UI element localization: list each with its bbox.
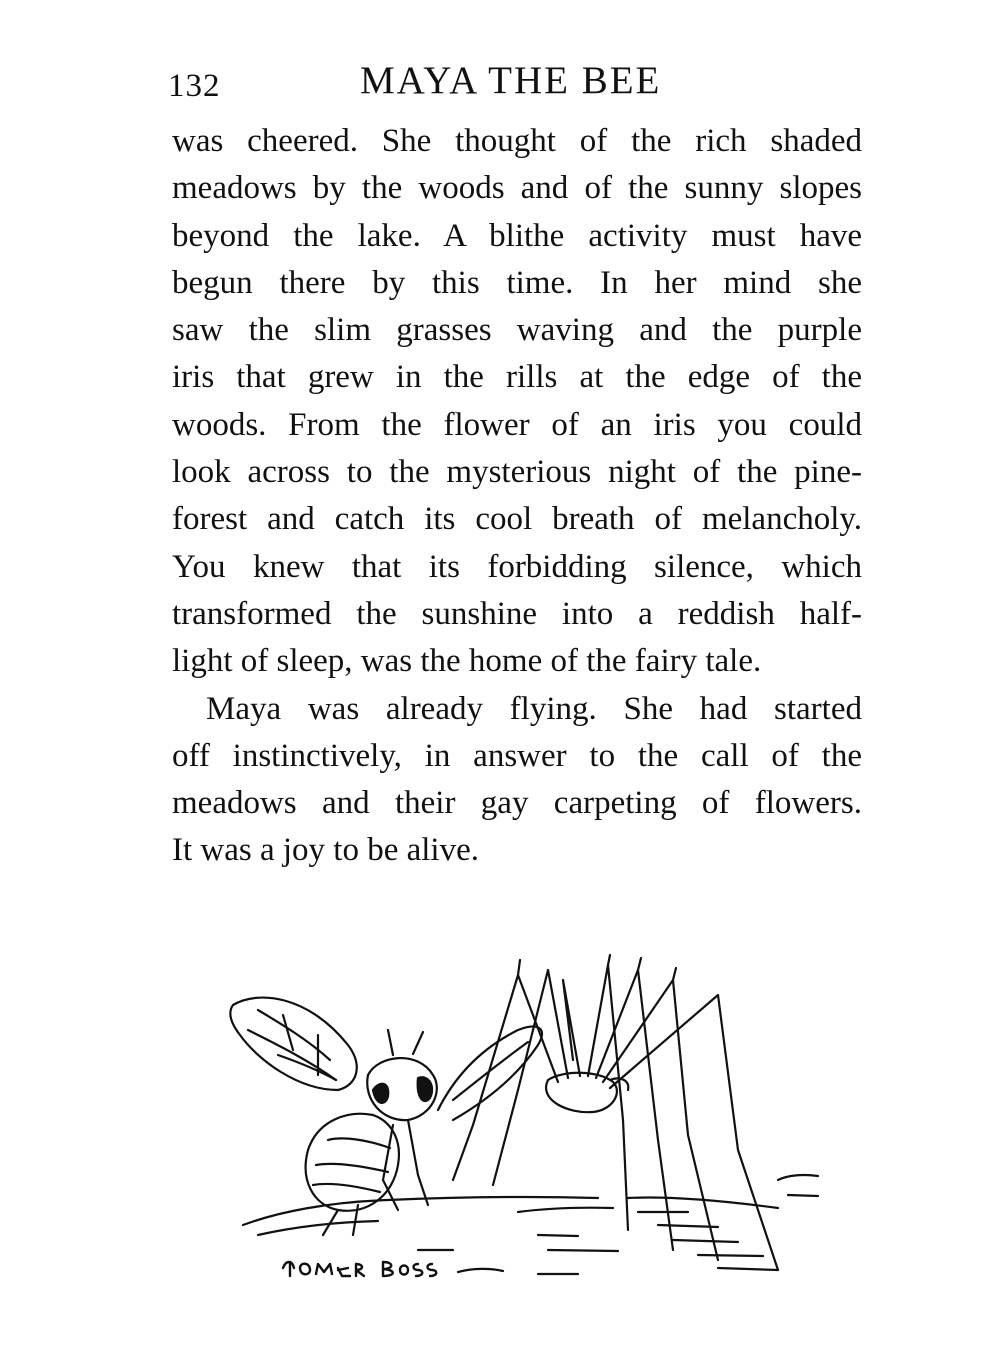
paragraph [172,686,862,875]
spider-figure [453,955,778,1270]
bee-and-spider-illustration [218,950,828,1290]
text-line: It was a joy to be alive. [172,832,479,869]
text-line: begun there by this time. In her mind she [172,264,862,301]
running-title: MAYA THE BEE [360,59,662,102]
text-line: meadows and their gay carpeting of flowers. [172,785,862,822]
text-line: light of sleep, was the home of the fairy tale. [172,643,762,680]
body-text [172,118,862,875]
text-line: woods. From the flower of an iris you could [172,406,862,443]
text-line: forest and catch its cool breath of melancholy. [172,501,862,538]
page-number: 132 [168,68,221,104]
text-line: saw the slim grasses waving and the purple [172,312,862,349]
text-line: iris that grew in the rills at the edge of the [172,359,862,396]
text-line: look across to the mysterious night of the pine- [172,454,862,491]
running-head [168,58,868,108]
text-line: off instinctively, in answer to the call of the [172,737,862,774]
text-line: transformed the sunshine into a reddish half- [172,595,862,632]
text-line: Maya was already flying. She had started [206,690,862,727]
text-line: beyond the lake. A blithe activity must have [172,217,862,254]
text-line: You knew that its forbidding silence, which [172,548,862,585]
text-line: meadows by the woods and of the sunny slopes [172,170,862,207]
text-line: was cheered. She thought of the rich shaded [172,123,862,159]
paragraph [172,118,862,686]
artist-signature [283,1262,436,1276]
